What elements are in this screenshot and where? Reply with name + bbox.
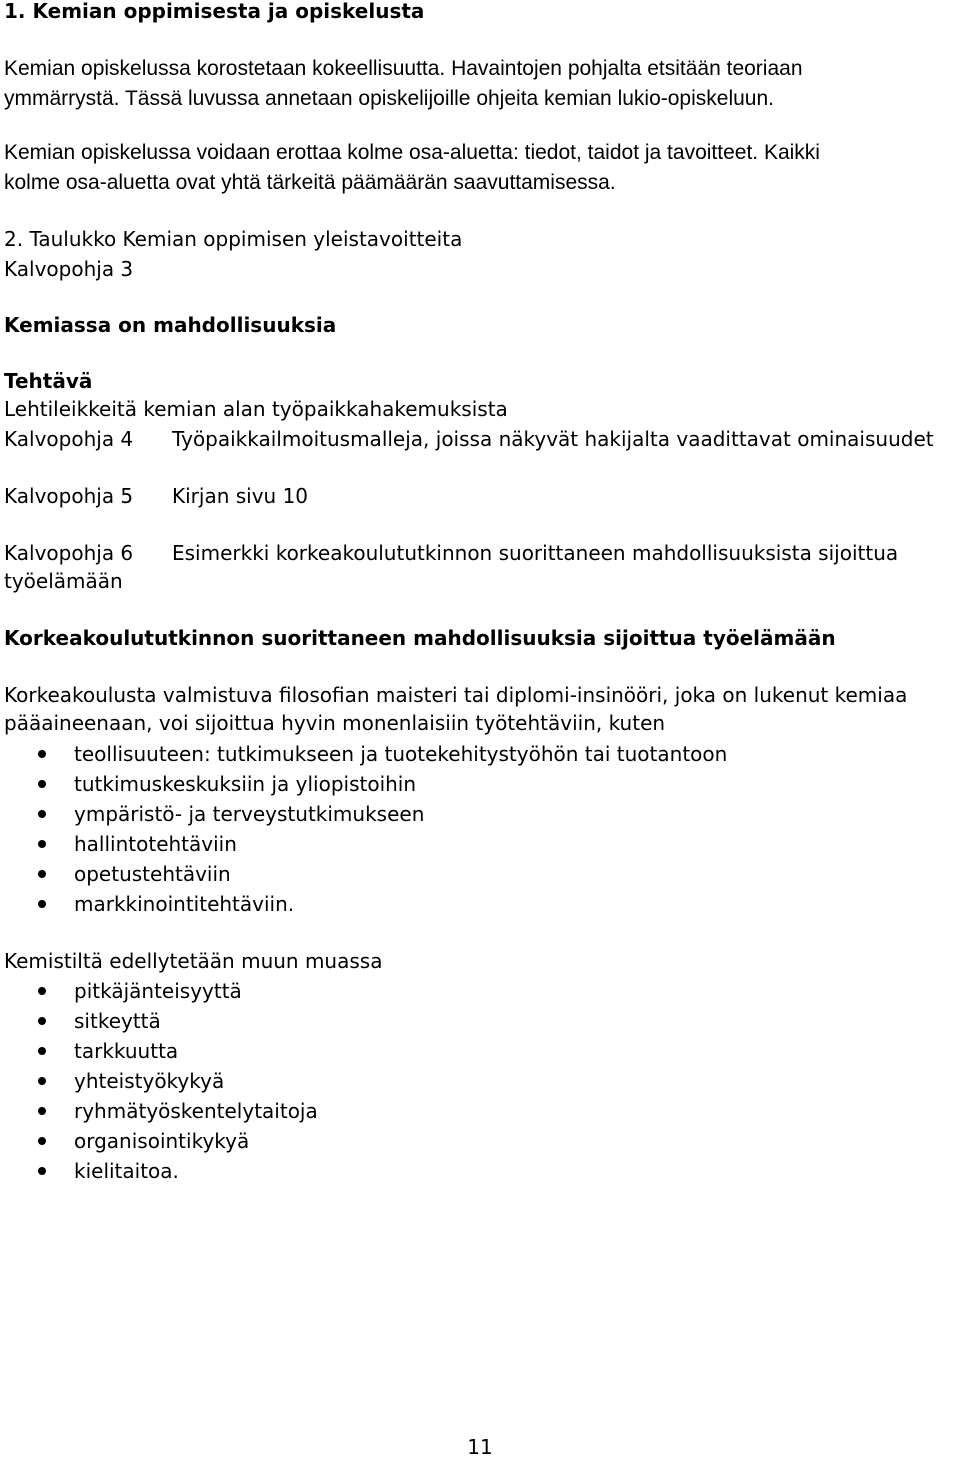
list-item: kielitaitoa. — [0, 1156, 318, 1186]
list-item: ryhmätyöskentelytaitoja — [0, 1096, 318, 1126]
list-item: hallintotehtäviin — [0, 829, 727, 859]
task-description: Lehtileikkeitä kemian alan työpaikkahakemuksista — [4, 397, 508, 421]
bullet-icon — [38, 1077, 46, 1085]
bullet-icon — [38, 750, 46, 758]
list-item: ympäristö- ja terveystutkimukseen — [0, 799, 727, 829]
list-item: markkinointitehtäviin. — [0, 889, 727, 919]
subheading: Kemiassa on mahdollisuuksia — [4, 313, 337, 337]
requirements-intro: Kemistiltä edellytetään muun muassa — [4, 949, 383, 973]
intro-line-1: Kemian opiskelussa korostetaan kokeellisuutta. Havaintojen pohjalta etsitään teoriaan — [4, 57, 803, 80]
careers-list — [0, 739, 727, 919]
kalvopohja-6-text: Esimerkki korkeakoulututkinnon suorittaneen mahdollisuuksista sijoittua — [172, 541, 899, 565]
list-item: tutkimuskeskuksiin ja yliopistoihin — [0, 769, 727, 799]
kalvopohja-4-label: Kalvopohja 4 — [4, 427, 134, 451]
para2-line-1: Kemian opiskelussa voidaan erottaa kolme osa-aluetta: tiedot, taidot ja tavoitteet. Kaikki — [4, 141, 820, 164]
task-title: Tehtävä — [4, 369, 93, 393]
list-item: organisointikykyä — [0, 1126, 318, 1156]
table-reference: 2. Taulukko Kemian oppimisen yleistavoitteita — [4, 227, 463, 251]
bullet-icon — [38, 1017, 46, 1025]
bullet-icon — [38, 780, 46, 788]
kalvopohja-3-label: Kalvopohja 3 — [4, 257, 134, 281]
bullet-icon — [38, 1047, 46, 1055]
list-item: sitkeyttä — [0, 1006, 318, 1036]
kalvopohja-5-text: Kirjan sivu 10 — [172, 484, 309, 508]
bullet-icon — [38, 900, 46, 908]
section-intro-line-2: pääaineenaan, voi sijoittua hyvin monenlaisiin työtehtäviin, kuten — [4, 711, 666, 735]
list-item: pitkäjänteisyyttä — [0, 976, 318, 1006]
kalvopohja-4-text: Työpaikkailmoitusmalleja, joissa näkyvät hakijalta vaadittavat ominaisuudet — [172, 427, 934, 451]
bullet-icon — [38, 1137, 46, 1145]
kalvopohja-5-label: Kalvopohja 5 — [4, 484, 134, 508]
bullet-icon — [38, 870, 46, 878]
intro-line-2: ymmärrystä. Tässä luvussa annetaan opiskelijoille ohjeita kemian lukio-opiskeluun. — [4, 87, 774, 110]
chapter-heading: 1. Kemian oppimisesta ja opiskelusta — [4, 0, 425, 23]
list-item: tarkkuutta — [0, 1036, 318, 1066]
section-title: Korkeakoulututkinnon suorittaneen mahdollisuuksia sijoittua työelämään — [4, 626, 836, 650]
kalvopohja-6-label: Kalvopohja 6 — [4, 541, 134, 565]
bullet-icon — [38, 987, 46, 995]
bullet-icon — [38, 1107, 46, 1115]
section-intro-line-1: Korkeakoulusta valmistuva filosofian maisteri tai diplomi-insinööri, joka on lukenut kemiaa — [4, 683, 908, 707]
bullet-icon — [38, 1167, 46, 1175]
bullet-icon — [38, 840, 46, 848]
page-number: 11 — [467, 1435, 493, 1459]
list-item: opetustehtäviin — [0, 859, 727, 889]
bullet-icon — [38, 810, 46, 818]
para2-line-2: kolme osa-aluetta ovat yhtä tärkeitä päämäärän saavuttamisessa. — [4, 171, 616, 194]
list-item: teollisuuteen: tutkimukseen ja tuotekehitystyöhön tai tuotantoon — [0, 739, 727, 769]
list-item: yhteistyökykyä — [0, 1066, 318, 1096]
requirements-list — [0, 976, 318, 1186]
kalvopohja-6-text-continued: työelämään — [4, 569, 123, 593]
